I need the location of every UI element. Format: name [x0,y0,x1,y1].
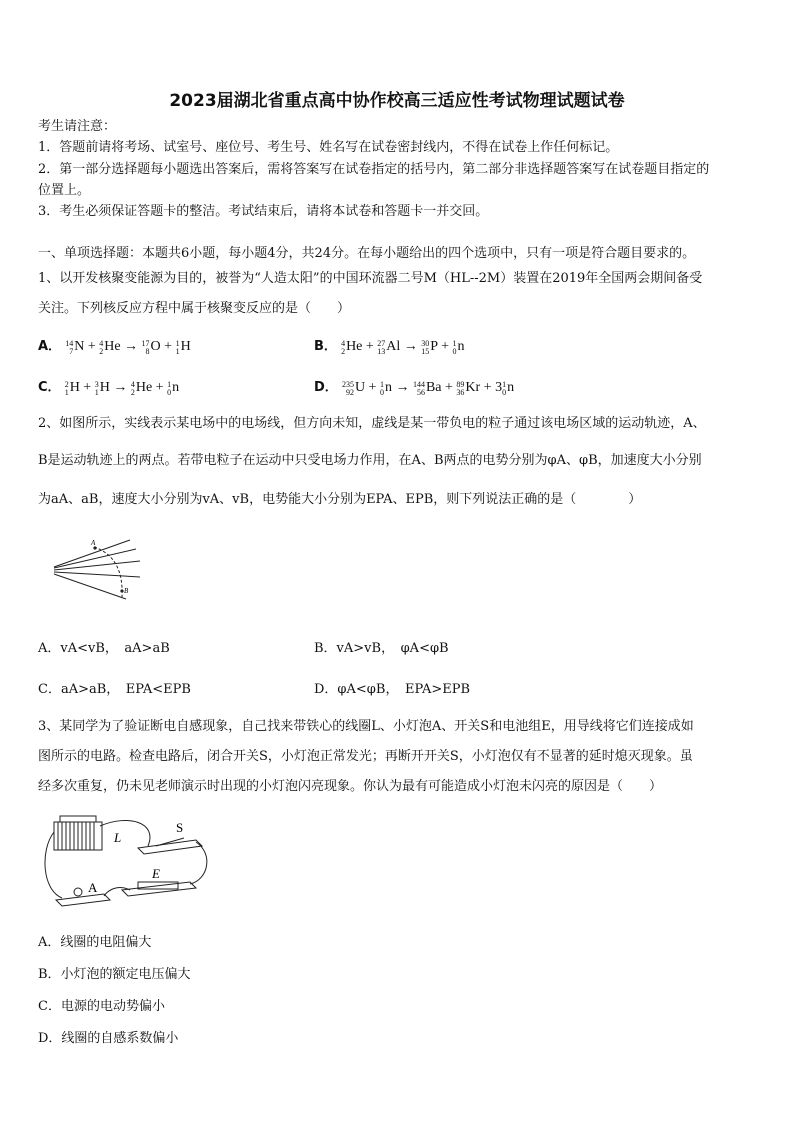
question-3-text: 图所示的电路。检查电路后，闭合开关S，小灯泡正常发光；再断开开关S，小灯泡仅有不显著的延时熄灭现象。虽 [38,749,693,764]
question-3-text: 3、某同学为了验证断电自感现象，自己找来带铁心的线圈L、小灯泡A、开关S和电池组E，用导线将它们连接成如 [38,719,694,734]
notice-item: 位置上。 [38,183,91,198]
label-b: B [124,587,129,595]
nuclear-equation: 14 7 N + 4 2 He → 17 8 O + 1 1 H [65,339,191,356]
nuclear-equation: 2 1 H + 3 1 H → 4 2 He + 1 0 n [64,380,180,397]
label-l: L [114,830,122,845]
q2-option-d: D．φA<φB， EPA>EPB [314,682,471,697]
q2-option-b: B．vA>vB， φA<φB [314,641,449,656]
notice-item: 3．考生必须保证答题卡的整洁。考试结束后，请将本试卷和答题卡一并交回。 [38,204,489,219]
q3-option-d: D．线圈的自感系数偏小 [38,1031,179,1046]
label-e: E [152,866,160,881]
coil-windings [58,822,94,850]
wire [190,842,207,884]
q3-option-c: C．电源的电动势偏小 [38,999,165,1014]
wire [100,820,150,846]
label-s: S [176,820,184,835]
option-label: A． [38,339,62,354]
q2-option-a: A．vA<vB， aA>aB [38,641,170,656]
q1-option-a [38,338,191,356]
q2-option-c: C．aA>aB， EPA<EPB [38,682,191,697]
question-3-text: 经多次重复，仍未见老师演示时出现的小灯泡闪亮现象。你认为最有可能造成小灯泡未闪亮的原因是（ ） [38,779,663,794]
nuclear-equation: 235 92 U + 1 0 n → 144 56 Ba + 89 36 Kr + 3 1 0 n [341,380,515,397]
circuit-figure [38,810,214,914]
nuclear-equation: 4 2 He + 27 13 Al → 30 15 P + 1 0 n [341,339,465,356]
notice-item: 1．答题前请将考场、试室号、座位号、考生号、姓名写在试卷密封线内，不得在试卷上作任何标记。 [38,140,619,155]
option-label: C． [38,380,61,395]
option-label: D． [314,380,338,395]
q3-option-b: B．小灯泡的额定电压偏大 [38,967,191,982]
question-2-text: 为aA、aB，速度大小分别为vA、vB，电势能大小分别为EPA、EPB，则下列说法正确的是（ ） [38,492,642,507]
option-label: B． [314,339,337,354]
q1-option-c [38,379,179,397]
q1-option-b [314,338,464,356]
question-2-text: B是运动轨迹上的两点。若带电粒子在运动中只受电场力作用，在A、B两点的电势分别为φA、φB，加速度大小分别 [38,453,702,468]
section-heading: 一、单项选择题：本题共6小题，每小题4分，共24分。在每小题给出的四个选项中，只有一项是符合题目要求的。 [38,246,696,261]
field-line [54,574,126,599]
bulb [74,888,82,896]
notice-item: 2．第一部分选择题每小题选出答案后，需将答案写在试卷指定的括号内，第二部分非选择题答案写在试卷题目指定的 [38,162,710,177]
label-a: A [91,539,96,547]
question-2-text: 2、如图所示，实线表示某电场中的电场线，但方向未知，虚线是某一带负电的粒子通过该电场区域的运动轨迹，A、 [38,416,706,431]
question-1-text: 关注。下列核反应方程中属于核聚变反应的是（ ） [38,301,351,316]
question-1-text: 1、以开发核聚变能源为目的，被誉为“人造太阳”的中国环流器二号M（HL--2M）装置在2019年全国两会期间备受 [38,271,703,286]
label-a: A [88,880,98,895]
iron-core [60,816,96,822]
bulb-base [56,894,110,906]
q3-option-a: A．线圈的电阻偏大 [38,935,152,950]
q1-option-d [314,379,514,397]
field-line [54,572,140,577]
page-title: 2023届湖北省重点高中协作校高三适应性考试物理试题试卷 [169,91,625,111]
electric-field-figure [50,535,150,607]
notice-heading: 考生请注意： [38,119,117,134]
field-line [54,549,136,568]
wire [45,832,62,898]
